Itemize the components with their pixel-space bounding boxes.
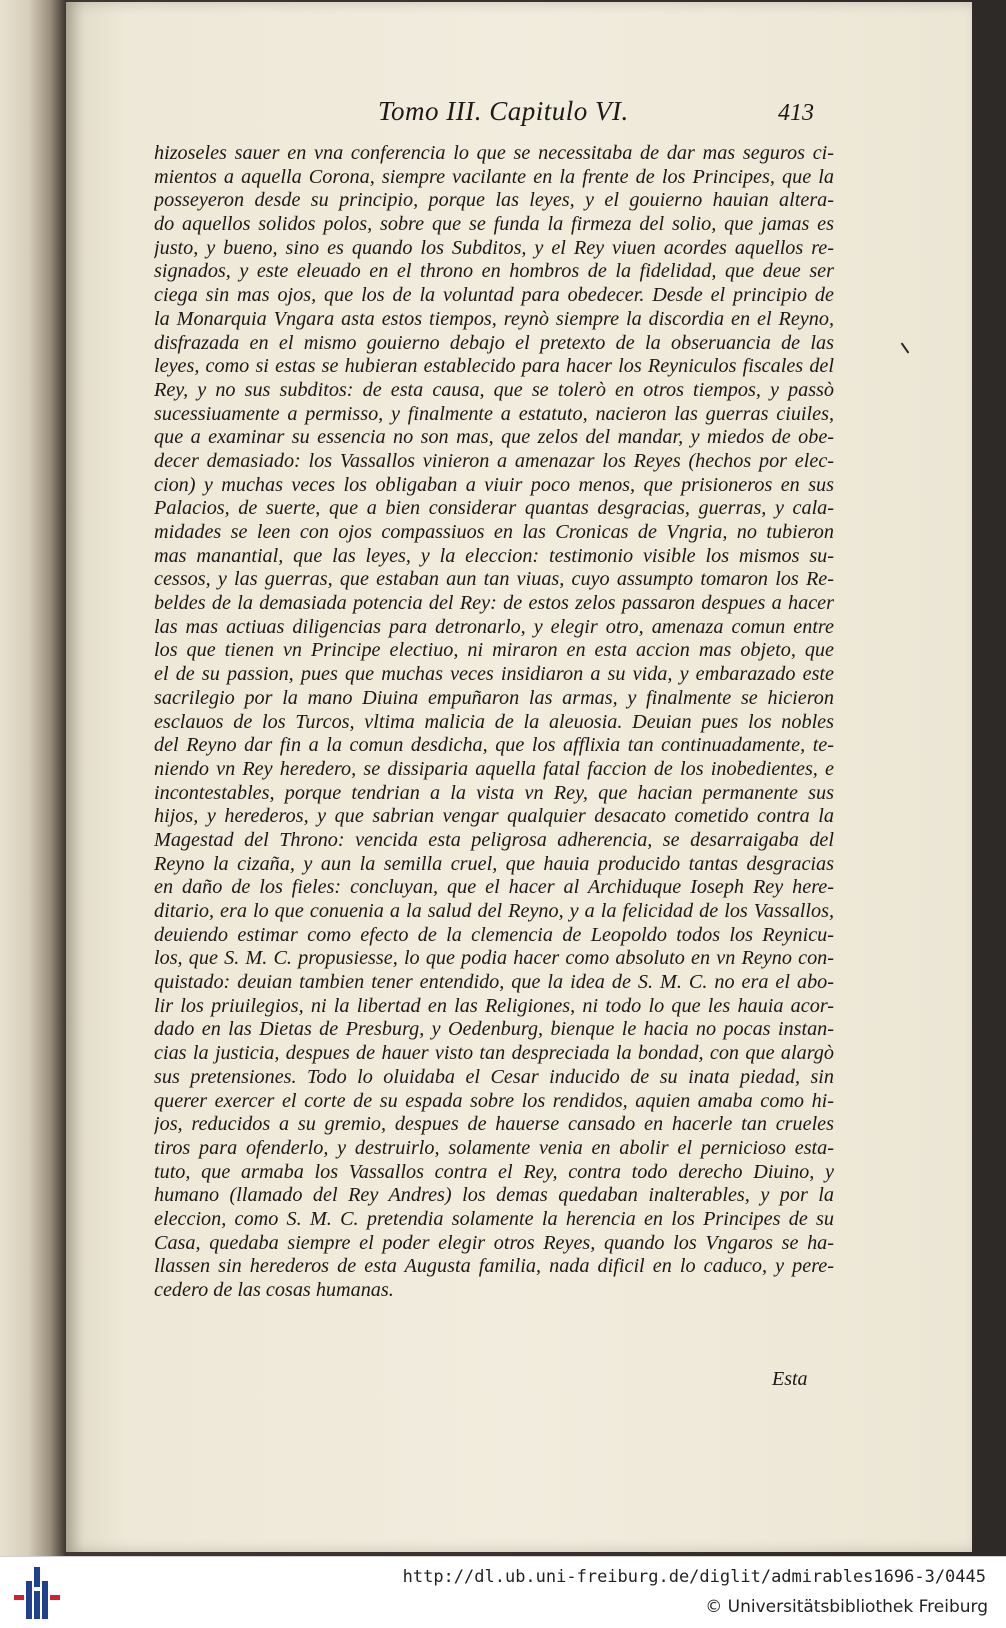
text-line: tiros para ofenderlo, y destruirlo, solamente venia en abolir el pernicioso esta- (154, 1136, 834, 1159)
text-line: la Monarquia Vngara asta estos tiempos, reynò siempre la discordia en el Reyno, (154, 307, 834, 330)
text-line: sus pretensiones. Todo lo oluidaba el Cesar inducido de su inata piedad, sin (154, 1065, 834, 1088)
text-line: dado en las Dietas de Presburg, y Oedenburg, bienque le hacia no pocas instan- (154, 1018, 834, 1041)
text-line: disfrazada en el mismo gouierno debajo el pretexto de la obseruancia de las (154, 331, 834, 354)
text-line: ciega sin mas ojos, que los de la voluntad para obedecer. Desde el principio de (154, 284, 834, 307)
text-line: tuto, que armaba los Vassallos contra el Rey, contra todo derecho Diuino, y (154, 1160, 834, 1183)
text-line: eleccion, como S. M. C. pretendia solamente la herencia en los Principes de su (154, 1207, 834, 1230)
text-line: lir los priuilegios, ni la libertad en las Religiones, ni todo lo que les hauia acor- (154, 994, 834, 1017)
text-line: sacrilegio por la mano Diuina empuñaron las armas, y finalmente se hicieron (154, 686, 834, 709)
text-line: decer demasiado: los Vassallos vinieron a amenazar los Reyes (hechos por elec- (154, 449, 834, 472)
text-line: Reyno la cizaña, y aun la semilla cruel, que hauia producido tantas desgracias (154, 852, 834, 875)
catchword: Esta (772, 1368, 808, 1390)
library-logo-icon (10, 1565, 64, 1621)
text-line: beldes de la demasiada potencia del Rey: de estos zelos passaron despues a hacer (154, 592, 834, 615)
page-header (378, 96, 848, 136)
text-line: Casa, quedaba siempre el poder elegir otros Reyes, quando los Vngaros se ha- (154, 1231, 834, 1254)
text-line: Rey, y no sus subditos: de esta causa, que se tolerò en otros tiempos, y passò (154, 378, 834, 401)
text-line: mas manantial, que las leyes, y la eleccion: testimonio visible los mismos su- (154, 544, 834, 567)
text-line: del Reyno dar fin a la comun desdicha, que los afflixia tan continuadamente, te- (154, 734, 834, 757)
text-line: humano (llamado del Rey Andres) los demas quedaban inalterables, y por la (154, 1184, 834, 1207)
text-line: justo, y bueno, sino es quando los Subditos, y el Rey viuen acordes aquellos re- (154, 236, 834, 259)
text-line: Magestad del Throno: vencida esta peligrosa adherencia, se desarraigaba del (154, 828, 834, 851)
permalink-url[interactable]: http://dl.ub.uni-freiburg.de/diglit/admirables1696-3/0445 (402, 1567, 986, 1587)
text-line: querer exercer el corte de su espada sobre los rendidos, aquien amaba como hi- (154, 1089, 834, 1112)
text-line: llassen sin herederos de esta Augusta familia, nada dificil en lo caduco, y pere- (154, 1255, 834, 1278)
text-line: en daño de los fieles: concluyan, que el hacer al Archiduque Ioseph Rey here- (154, 876, 834, 899)
text-line: sucessiuamente a permisso, y finalmente a estatuto, nacieron las guerras ciuiles, (154, 402, 834, 425)
text-line: el de su passion, pues que muchas veces insidiaron a su vida, y embarazado este (154, 663, 834, 686)
text-line: los, que S. M. C. propusiesse, lo que podia hacer como absoluto en vn Reyno con- (154, 947, 834, 970)
text-line: cedero de las cosas humanas. (154, 1279, 394, 1301)
text-line: las mas actiuas diligencias para detronarlo, y elegir otro, amenaza comun entre (154, 615, 834, 638)
text-line: los que tienen vn Principe electiuo, ni miraron en esta accion mas objeto, que (154, 639, 834, 662)
text-line: do aquellos solidos polos, sobre que se funda la firmeza del solio, que jamas es (154, 213, 834, 236)
text-line: cias la justicia, despues de hauer visto tan despreciada la bondad, con que alargò (154, 1042, 834, 1065)
text-line: cessos, y las guerras, que estaban aun tan viuas, cuyo assumpto tomaron los Re- (154, 568, 834, 591)
copyright-notice: © Universitätsbibliothek Freiburg (705, 1597, 988, 1617)
text-line: midades se leen con ojos compassiuos en las Cronicas de Vngria, no tubieron (154, 521, 834, 543)
text-line: posseyeron desde su principio, porque las leyes, y el gouierno hauian alterа- (154, 189, 834, 212)
text-line: hijos, y herederos, y que sabrian vengar qualquier desacato cometido contra la (154, 805, 834, 828)
body-text (154, 142, 834, 1303)
viewer-footer (0, 1556, 1006, 1628)
running-head: Tomo III. Capitulo VI. (378, 96, 629, 126)
text-line: mientos a aquella Corona, siempre vacilante en la frente de los Principes, que la (154, 165, 834, 188)
text-line: quistado: deuian tambien tener entendido, que la idea de S. M. C. no era el abo- (154, 971, 834, 994)
text-line: signados, y este eleuado en el throno en hombros de la fidelidad, que deue ser (154, 260, 834, 283)
text-line: deuiendo estimar como efecto de la clemencia de Leopoldo todos los Reynicu- (154, 923, 834, 946)
text-line: incontestables, porque tendrian a la vista vn Rey, que hacian permanente sus (154, 781, 834, 804)
book-spine (0, 0, 68, 1556)
text-line: jos, reducidos a su gremio, despues de hauerse cansado en hacerle tan crueles (154, 1113, 834, 1136)
text-line: hizoseles sauer en vna conferencia lo que se necessitaba de dar mas seguros ci- (154, 142, 834, 164)
page-number: 413 (778, 100, 814, 126)
text-line: ditario, era lo que conuenia a la salud del Reyno, y a la felicidad de los Vassallos, (154, 900, 834, 922)
text-line: niendo vn Rey heredero, se dissiparia aquella fatal faccion de los inobedientes, e (154, 757, 834, 780)
text-line: esclauos de los Turcos, vltima malicia de la aleuosia. Deuian pues los nobles (154, 710, 834, 733)
text-line: que a examinar su essencia no son mas, que zelos del mandar, y miedos de obe- (154, 426, 834, 449)
text-line: leyes, como si estas se hubieran establecido para hacer los Reyniculos fiscales del (154, 355, 834, 378)
text-line: cion) y muchas veces los obligaban a viuir poco menos, que prisioneros en sus (154, 473, 834, 496)
text-line: Palacios, de suerte, que a bien considerar quantas desgracias, guerras, y cala- (154, 497, 834, 520)
